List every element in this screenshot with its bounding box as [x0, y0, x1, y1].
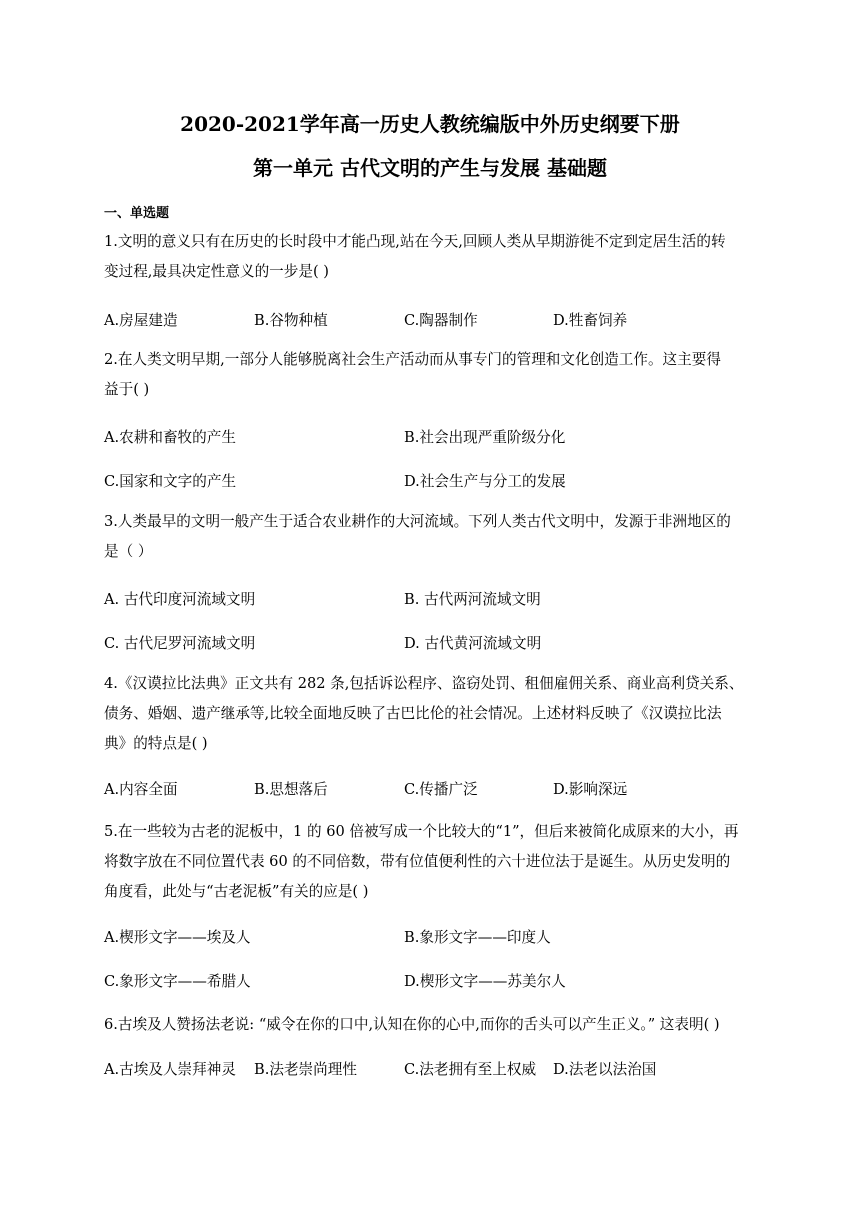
option-c: C.陶器制作 [404, 312, 478, 329]
option-c: C.传播广泛 [404, 781, 478, 798]
question-2-stem [104, 345, 764, 405]
question-1-stem [104, 227, 764, 287]
question-text-line: 债务、婚姻、遗产继承等,比较全面地反映了古巴比伦的社会情况。上述材料反映了《汉谟拉比法 [104, 705, 722, 722]
option-b: B.法老崇尚理性 [254, 1061, 357, 1078]
question-text-line: 是（ ） [104, 543, 153, 560]
question-3-options-row2 [104, 632, 764, 652]
question-text-line: 4.《汉谟拉比法典》正文共有 282 条,包括诉讼程序、盗窃处罚、租佃雇佣关系、商业高利贷关系、 [104, 675, 744, 692]
option-a: A.古埃及人崇拜神灵 [104, 1061, 236, 1078]
question-text-line: 角度看，此处与“古老泥板”有关的应是( ) [104, 883, 369, 900]
question-4-options [104, 778, 764, 798]
option-a: A.内容全面 [104, 781, 178, 798]
option-c: C.象形文字——希腊人 [104, 973, 251, 990]
option-d: D.影响深远 [553, 781, 628, 798]
document-subtitle: 第一单元 古代文明的产生与发展 基础题 [253, 156, 607, 180]
option-b: B.思想落后 [254, 781, 328, 798]
option-a: A.农耕和畜牧的产生 [104, 429, 236, 446]
option-d: D.牲畜饲养 [553, 312, 628, 329]
question-6-options [104, 1058, 764, 1078]
question-text-line: 3.人类最早的文明一般产生于适合农业耕作的大河流域。下列人类古代文明中，发源于非洲地区的 [104, 513, 731, 530]
option-c: C.国家和文字的产生 [104, 473, 237, 490]
option-c: C.法老拥有至上权威 [404, 1061, 537, 1078]
option-b: B.社会出现严重阶级分化 [404, 429, 566, 446]
document-title: 2020-2021学年高一历史人教统编版中外历史纲要下册 [180, 112, 680, 136]
question-1-options [104, 309, 764, 329]
question-text-line: 2.在人类文明早期,一部分人能够脱离社会生产活动而从事专门的管理和文化创造工作。这主要得 [104, 351, 721, 368]
option-d: D. 古代黄河流域文明 [404, 635, 542, 652]
question-5-options-row2 [104, 970, 764, 990]
option-b: B. 古代两河流域文明 [404, 591, 541, 608]
option-b: B.谷物种植 [254, 312, 328, 329]
question-5-options-row1 [104, 926, 764, 946]
option-a: A. 古代印度河流域文明 [104, 591, 256, 608]
option-d: D.社会生产与分工的发展 [404, 473, 566, 490]
question-text-line: 5.在一些较为古老的泥板中，1 的 60 倍被写成一个比较大的“1”，但后来被简化成原来的大小，再 [104, 823, 739, 840]
question-text-line: 变过程,最具决定性意义的一步是( ) [104, 263, 329, 280]
section-heading: 一、单选题 [104, 206, 170, 221]
option-b: B.象形文字——印度人 [404, 929, 551, 946]
question-4-stem [104, 669, 764, 759]
question-2-options-row2 [104, 470, 764, 490]
question-2-options-row1 [104, 426, 764, 446]
question-text-line: 1.文明的意义只有在历史的长时段中才能凸现,站在今天,回顾人类从早期游徙不定到定居生活的转 [104, 233, 726, 250]
option-a: A.房屋建造 [104, 312, 178, 329]
question-6-stem [104, 1010, 764, 1040]
question-text-line: 6.古埃及人赞扬法老说: “威令在你的口中,认知在你的心中,而你的舌头可以产生正义。” 这表明( ) [104, 1016, 720, 1033]
option-c: C. 古代尼罗河流域文明 [104, 635, 256, 652]
question-text-line: 将数字放在不同位置代表 60 的不同倍数，带有位值便利性的六十进位法于是诞生。从历史发明的 [104, 853, 731, 870]
question-text-line: 典》的特点是( ) [104, 735, 208, 752]
option-a: A.楔形文字——埃及人 [104, 929, 251, 946]
question-5-stem [104, 817, 764, 907]
question-text-line: 益于( ) [104, 381, 150, 398]
question-3-options-row1 [104, 588, 764, 608]
option-d: D.法老以法治国 [553, 1061, 657, 1078]
option-d: D.楔形文字——苏美尔人 [404, 973, 566, 990]
question-3-stem [104, 507, 764, 567]
